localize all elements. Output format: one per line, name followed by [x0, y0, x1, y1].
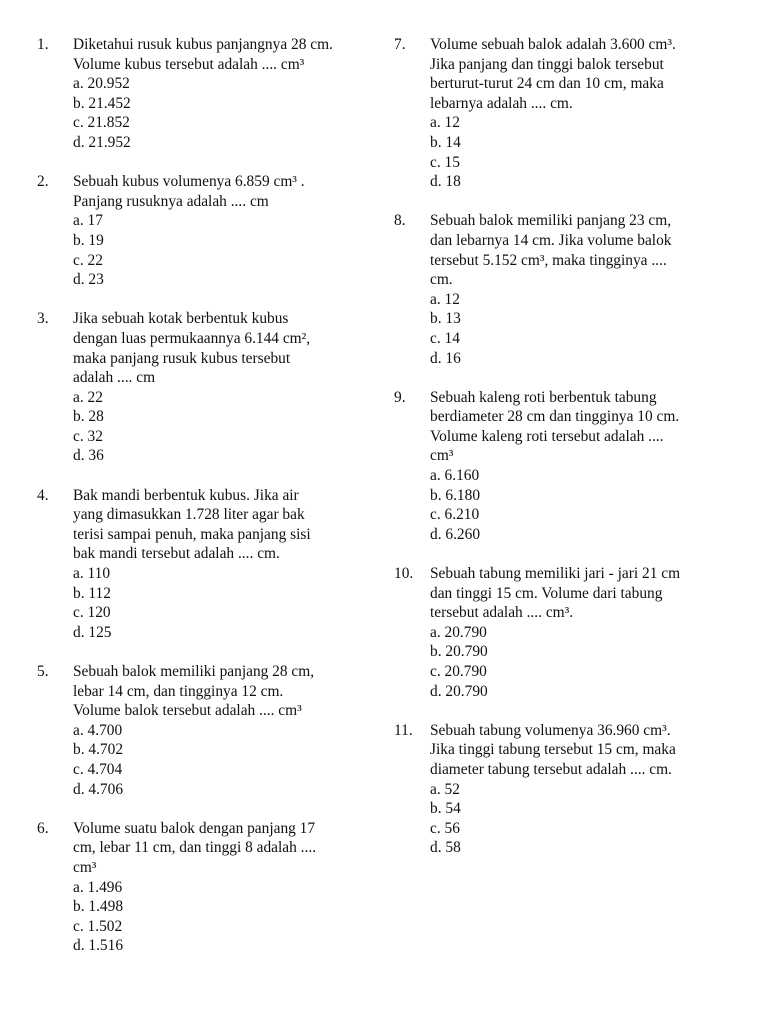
answer-option: d. 6.260	[430, 525, 481, 543]
answer-options	[430, 113, 734, 191]
question	[394, 564, 734, 701]
question-line: Panjang rusuknya adalah .... cm	[73, 192, 269, 210]
question	[37, 172, 387, 290]
question-head	[37, 486, 387, 564]
question-line: Sebuah balok memiliki panjang 23 cm,	[430, 212, 672, 230]
answer-option: a. 12	[430, 114, 460, 132]
question-line: Volume kaleng roti tersebut adalah ....	[430, 427, 664, 445]
question	[37, 819, 387, 956]
question-number: 11.	[394, 721, 413, 739]
question-number: 8.	[394, 212, 406, 230]
answer-option: a. 17	[73, 212, 103, 230]
answer-option: d. 36	[73, 447, 104, 465]
question-head	[37, 662, 387, 721]
question-number: 2.	[37, 173, 49, 191]
question-text	[73, 486, 387, 564]
question-line: tersebut adalah .... cm³.	[430, 604, 574, 622]
question	[37, 486, 387, 643]
question-head	[394, 721, 734, 780]
answer-option: c. 32	[73, 427, 103, 445]
answer-option: b. 21.452	[73, 94, 131, 112]
question-line: Bak mandi berbentuk kubus. Jika air	[73, 486, 299, 504]
question-line: adalah .... cm	[73, 369, 156, 387]
answer-option: b. 112	[73, 584, 111, 602]
question	[394, 35, 734, 192]
answer-option: a. 20.952	[73, 75, 130, 93]
answer-options	[73, 211, 387, 289]
question-line: bak mandi tersebut adalah .... cm.	[73, 545, 280, 563]
question-number: 9.	[394, 388, 406, 406]
question-line: Sebuah balok memiliki panjang 28 cm,	[73, 663, 315, 680]
answer-option: b. 13	[430, 310, 461, 328]
question-line: yang dimasukkan 1.728 liter agar bak	[73, 506, 305, 524]
answer-option: a. 52	[430, 780, 460, 798]
question-number: 5.	[37, 663, 49, 680]
answer-options	[73, 721, 387, 799]
answer-option: c. 22	[73, 251, 103, 269]
answer-option: b. 6.180	[430, 486, 481, 504]
question-head	[37, 819, 387, 878]
question-text	[73, 172, 387, 211]
question	[37, 309, 387, 466]
answer-option: d. 21.952	[73, 133, 131, 151]
answer-options	[73, 74, 387, 152]
answer-options	[73, 878, 387, 956]
question-line: terisi sampai penuh, maka panjang sisi	[73, 525, 311, 543]
question-number: 6.	[37, 819, 49, 837]
question	[394, 388, 734, 545]
answer-option: b. 20.790	[430, 643, 488, 661]
question-line: Volume sebuah balok adalah 3.600 cm³.	[430, 36, 676, 53]
answer-option: a. 12	[430, 290, 460, 308]
answer-option: b. 14	[430, 133, 461, 151]
answer-option: c. 14	[430, 329, 460, 347]
answer-option: d. 18	[430, 173, 461, 191]
question-number: 7.	[394, 36, 406, 53]
question-line: cm³	[73, 858, 97, 876]
question-line: cm.	[430, 271, 453, 289]
question-text	[430, 564, 734, 623]
question	[37, 662, 387, 799]
answer-option: c. 21.852	[73, 114, 130, 132]
answer-option: d. 125	[73, 623, 112, 641]
answer-option: a. 4.700	[73, 721, 123, 739]
question	[394, 211, 734, 368]
question-text	[430, 211, 734, 289]
question-line: dan lebarnya 14 cm. Jika volume balok	[430, 231, 672, 249]
answer-option: d. 23	[73, 271, 104, 289]
answer-option: c. 6.210	[430, 506, 480, 524]
question-line: Jika sebuah kotak berbentuk kubus	[73, 310, 289, 328]
answer-option: c. 4.704	[73, 760, 123, 778]
answer-option: b. 1.498	[73, 898, 124, 916]
question	[37, 35, 387, 153]
question-line: Sebuah kaleng roti berbentuk tabung	[430, 388, 657, 406]
answer-option: b. 19	[73, 231, 104, 249]
answer-option: b. 4.702	[73, 741, 124, 759]
question-line: tersebut 5.152 cm³, maka tingginya ....	[430, 251, 667, 269]
question-line: diameter tabung tersebut adalah .... cm.	[430, 760, 672, 778]
question-line: Diketahui rusuk kubus panjangnya 28 cm.	[73, 36, 333, 53]
question-line: Volume kubus tersebut adalah .... cm³	[73, 55, 305, 73]
question-number: 10.	[394, 565, 414, 583]
question-head	[37, 172, 387, 211]
answer-option: c. 120	[73, 604, 111, 622]
answer-options	[430, 623, 734, 701]
answer-options	[430, 466, 734, 544]
question-text	[430, 721, 734, 780]
question-number: 1.	[37, 36, 49, 53]
answer-option: a. 1.496	[73, 878, 123, 896]
question-line: Jika tinggi tabung tersebut 15 cm, maka	[430, 741, 676, 759]
question-line: cm, lebar 11 cm, dan tinggi 8 adalah ....	[73, 839, 317, 857]
question-line: maka panjang rusuk kubus tersebut	[73, 349, 291, 367]
question-line: berdiameter 28 cm dan tingginya 10 cm.	[430, 408, 680, 426]
question-line: Volume balok tersebut adalah .... cm³	[73, 702, 302, 720]
question-text	[73, 819, 387, 878]
answer-options	[430, 780, 734, 858]
question	[394, 721, 734, 858]
answer-option: c. 20.790	[430, 663, 487, 680]
answer-option: a. 22	[73, 388, 103, 406]
question-head	[37, 309, 387, 387]
question-line: lebar 14 cm, dan tingginya 12 cm.	[73, 682, 284, 700]
question-line: dan tinggi 15 cm. Volume dari tabung	[430, 584, 663, 602]
answer-option: c. 56	[430, 819, 460, 837]
answer-option: d. 20.790	[430, 682, 488, 700]
right-column	[394, 35, 734, 878]
answer-option: c. 1.502	[73, 917, 123, 935]
question-text	[430, 35, 734, 113]
question-head	[37, 35, 387, 74]
answer-options	[430, 290, 734, 368]
answer-option: b. 54	[430, 800, 461, 818]
question-text	[73, 309, 387, 387]
answer-option: a. 110	[73, 565, 111, 583]
question-text	[73, 35, 387, 74]
question-line: Volume suatu balok dengan panjang 17	[73, 819, 316, 837]
question-line: cm³	[430, 447, 454, 465]
question-line: berturut-turut 24 cm dan 10 cm, maka	[430, 75, 664, 93]
answer-options	[73, 564, 387, 642]
question-line: Sebuah tabung volumenya 36.960 cm³.	[430, 721, 671, 739]
answer-option: d. 1.516	[73, 937, 124, 955]
answer-option: b. 28	[73, 408, 104, 426]
answer-options	[73, 388, 387, 466]
question-line: Sebuah kubus volumenya 6.859 cm³ .	[73, 173, 305, 191]
answer-option: d. 4.706	[73, 780, 124, 798]
answer-option: d. 58	[430, 839, 461, 857]
answer-option: d. 16	[430, 349, 461, 367]
question-text	[73, 662, 387, 721]
question-head	[394, 35, 734, 113]
answer-option: a. 20.790	[430, 623, 487, 641]
question-text	[430, 388, 734, 466]
question-line: Sebuah tabung memiliki jari - jari 21 cm	[430, 565, 681, 583]
question-head	[394, 388, 734, 466]
question-head	[394, 564, 734, 623]
question-number: 4.	[37, 486, 49, 504]
question-line: lebarnya adalah .... cm.	[430, 94, 573, 112]
question-head	[394, 211, 734, 289]
question-number: 3.	[37, 310, 49, 328]
question-line: dengan luas permukaannya 6.144 cm²,	[73, 329, 311, 347]
answer-option: c. 15	[430, 153, 460, 171]
answer-option: a. 6.160	[430, 467, 480, 485]
left-column	[37, 35, 387, 976]
question-line: Jika panjang dan tinggi balok tersebut	[430, 55, 664, 73]
